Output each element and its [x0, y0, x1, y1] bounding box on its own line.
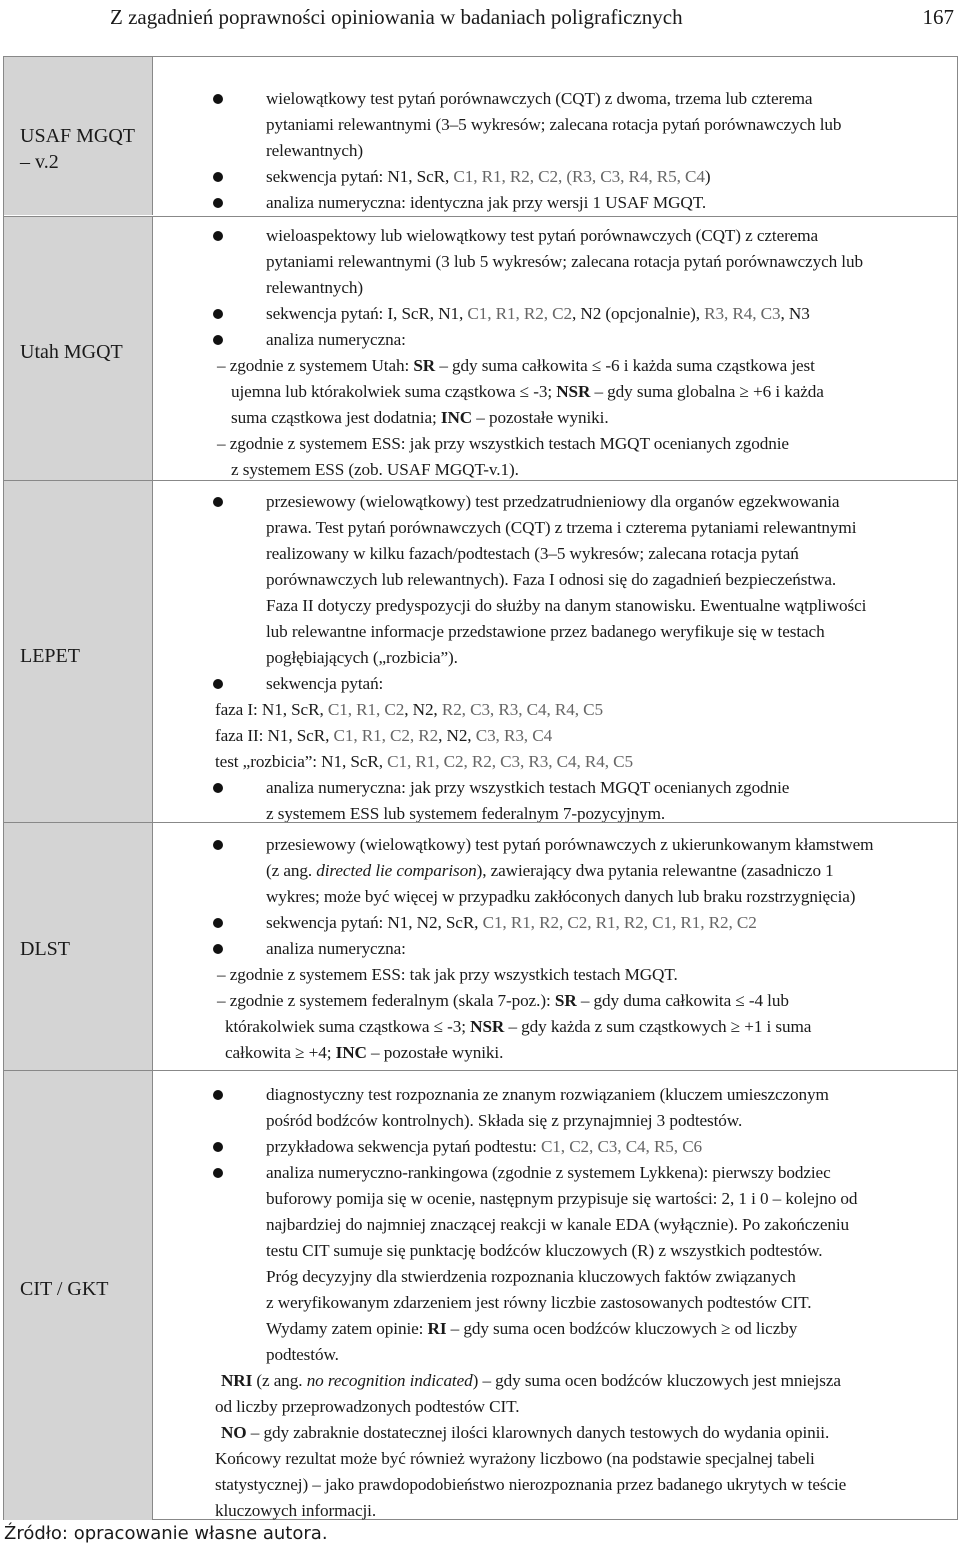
- text-line: Końcowy rezultat może być również wyrażony liczbowo (na podstawie specjalnej tabeli: [215, 1449, 815, 1468]
- text-line: analiza numeryczna:: [266, 330, 406, 349]
- row-description-cell: [153, 57, 957, 215]
- table-row-dlst: [4, 822, 957, 1070]
- text-line: – zgodnie z systemem Utah: SR – gdy suma całkowita ≤ -6 i każda suma cząstkowa jest: [217, 356, 815, 375]
- text-line: – zgodnie z systemem ESS: tak jak przy wszystkich testach MGQT.: [217, 965, 678, 984]
- bullet-icon: [213, 783, 223, 793]
- text-line: wieloaspektowy lub wielowątkowy test pytań porównawczych (CQT) z czterema: [266, 226, 819, 245]
- bullet-icon: [213, 1090, 223, 1100]
- bullet-icon: [213, 1142, 223, 1152]
- text-line: Faza II dotyczy predyspozycji do służby na danym stanowisku. Ewentualne wątpliwości: [266, 596, 867, 615]
- table-row-cit-gkt: [4, 1070, 957, 1520]
- row-label: CIT / GKT: [20, 1278, 109, 1300]
- text-line: najbardziej do najmniej znaczącej reakcji w kanale EDA (wyłącznie). Po zakończeniu: [266, 1215, 850, 1234]
- text-line: z weryfikowanym zdarzeniem jest równy liczbie zastosowanych podtestów CIT.: [266, 1293, 812, 1312]
- text-line: – zgodnie z systemem federalnym (skala 7-poz.): SR – gdy duma całkowita ≤ -4 lub: [217, 991, 789, 1010]
- text-line: Wydamy zatem opinie: RI – gdy suma ocen bodźców kluczowych ≥ od liczby: [266, 1319, 798, 1338]
- text-line: diagnostyczny test rozpoznania ze znanym rozwiązaniem (kluczem umieszczonym: [266, 1085, 829, 1104]
- text-line: lub relewantne informacje przedstawione przez badanego weryfikuje się w testach: [266, 622, 825, 641]
- text-line: suma cząstkowa jest dodatnia; INC – pozostałe wyniki.: [231, 408, 609, 427]
- text-line: pytaniami relewantnymi (3–5 wykresów; zalecana rotacja pytań porównawczych lub: [266, 115, 842, 134]
- text-line: analiza numeryczna: jak przy wszystkich testach MGQT ocenianych zgodnie: [266, 778, 790, 797]
- text-line: wielowątkowy test pytań porównawczych (CQT) z dwoma, trzema lub czterema: [266, 89, 813, 108]
- bullet-icon: [213, 918, 223, 928]
- text-line: ujemna lub którakolwiek suma cząstkowa ≤ -3; NSR – gdy suma globalna ≥ +6 i każda: [231, 382, 824, 401]
- row-description-cell: [153, 823, 957, 1070]
- text-line: Próg decyzyjny dla stwierdzenia rozpoznania kluczowych faktów związanych: [266, 1267, 796, 1286]
- text-line: pośród bodźców kontrolnych). Składa się z przynajmniej 3 podtestów.: [266, 1111, 743, 1130]
- text-line: analiza numeryczno-rankingowa (zgodnie z systemem Lykkena): pierwszy bodziec: [266, 1163, 831, 1182]
- row-description-cell: [153, 217, 957, 480]
- bullet-icon: [213, 1168, 223, 1178]
- text-line: którakolwiek suma cząstkowa ≤ -3; NSR – gdy każda z sum cząstkowych ≥ +1 i suma: [225, 1017, 812, 1036]
- row-label: Utah MGQT: [20, 341, 123, 363]
- row-description-cell: [153, 481, 957, 822]
- text-line: porównawczych lub relewantnych). Faza I odnosi się do zagadnień bezpieczeństwa.: [266, 570, 837, 589]
- row-label-cell: [4, 217, 153, 480]
- text-line: realizowany w kilku fazach/podtestach (3–5 wykresów; zalecana rotacja pytań: [266, 544, 799, 563]
- bullet-icon: [213, 231, 223, 241]
- bullet-icon: [213, 198, 223, 208]
- table-row-utah-mgqt: [4, 216, 957, 480]
- text-line: faza I: N1, ScR, C1, R1, C2, N2, R2, C3, R3, C4, R4, C5: [215, 700, 603, 719]
- row-label: LEPET: [20, 645, 80, 667]
- table-row-usaf-mgqt-v2: [4, 57, 957, 215]
- text-line: NO – gdy zabraknie dostatecznej ilości klarownych danych testowych do wydania opinii.: [221, 1423, 830, 1442]
- page-number: 167: [922, 5, 954, 29]
- row-label-cell: [4, 823, 153, 1070]
- bullet-icon: [213, 497, 223, 507]
- text-line: NRI (z ang. no recognition indicated) – gdy suma ocen bodźców kluczowych jest mniejsza: [221, 1371, 841, 1390]
- bullet-icon: [213, 172, 223, 182]
- text-line: relewantnych): [266, 141, 363, 160]
- text-line: z systemem ESS lub systemem federalnym 7-pozycyjnym.: [266, 804, 666, 823]
- running-header: [110, 2, 960, 32]
- bullet-icon: [213, 335, 223, 345]
- text-line: z systemem ESS (zob. USAF MGQT-v.1).: [231, 460, 519, 479]
- text-line: (z ang. directed lie comparison), zawierający dwa pytania relewantne (zasadniczo 1: [266, 861, 834, 880]
- bullet-icon: [213, 309, 223, 319]
- text-line: sekwencja pytań:: [266, 674, 384, 693]
- row-label: DLST: [20, 938, 70, 960]
- bullet-icon: [213, 840, 223, 850]
- row-label: USAF MGQT – v.2: [20, 125, 136, 173]
- row-label-cell: [4, 1071, 153, 1520]
- text-line: sekwencja pytań: I, ScR, N1, C1, R1, R2, C2, N2 (opcjonalnie), R3, R4, C3, N3: [266, 304, 810, 323]
- bullet-icon: [213, 94, 223, 104]
- text-line: pogłębiających („rozbicia”).: [266, 648, 458, 667]
- text-line: kluczowych informacji.: [215, 1501, 377, 1520]
- text-line: przykładowa sekwencja pytań podtestu: C1, C2, C3, C4, R5, C6: [266, 1137, 703, 1156]
- text-line: analiza numeryczna:: [266, 939, 406, 958]
- text-line: podtestów.: [266, 1345, 339, 1364]
- text-line: sekwencja pytań: N1, N2, ScR, C1, R1, R2, C2, R1, R2, C1, R1, R2, C2: [266, 913, 757, 932]
- text-line: wykres; może być więcej w przypadku zakłóconych danych lub braku rozstrzygnięcia): [266, 887, 856, 906]
- row-label-cell: [4, 481, 153, 822]
- text-line: przesiewowy (wielowątkowy) test pytań porównawczych z ukierunkowanym kłamstwem: [266, 835, 874, 854]
- running-title: Z zagadnień poprawności opiniowania w badaniach poligraficznych: [110, 5, 683, 29]
- text-line: – zgodnie z systemem ESS: jak przy wszystkich testach MGQT ocenianych zgodnie: [217, 434, 789, 453]
- text-line: od liczby przeprowadzonych podtestów CIT.: [215, 1397, 520, 1416]
- bullet-icon: [213, 679, 223, 689]
- text-line: statystycznej) – jako prawdopodobieństwo nierozpoznania przez badanego ukrytych w teście: [215, 1475, 847, 1494]
- table-row-lepet: [4, 480, 957, 822]
- text-line: sekwencja pytań: N1, ScR, C1, R1, R2, C2, (R3, C3, R4, R5, C4): [266, 167, 711, 186]
- test-comparison-table: [3, 56, 958, 1520]
- row-description-cell: [153, 1071, 957, 1520]
- text-line: prawa. Test pytań porównawczych (CQT) z trzema i czterema pytaniami relewantnymi: [266, 518, 857, 537]
- source-note: Źródło: opracowanie własne autora.: [4, 1523, 328, 1544]
- row-label-cell: [4, 57, 153, 215]
- text-line: całkowita ≥ +4; INC – pozostałe wyniki.: [225, 1043, 504, 1062]
- text-line: relewantnych): [266, 278, 363, 297]
- text-line: przesiewowy (wielowątkowy) test przedzatrudnieniowy dla organów egzekwowania: [266, 492, 840, 511]
- bullet-icon: [213, 944, 223, 954]
- text-line: test „rozbicia”: N1, ScR, C1, R1, C2, R2, C3, R3, C4, R4, C5: [215, 752, 633, 771]
- text-line: analiza numeryczna: identyczna jak przy wersji 1 USAF MGQT.: [266, 193, 707, 212]
- text-line: buforowy pomija się w ocenie, następnym przypisuje się wartości: 2, 1 i 0 – kolejno od: [266, 1189, 858, 1208]
- text-line: pytaniami relewantnymi (3 lub 5 wykresów; zalecana rotacja pytań porównawczych lub: [266, 252, 863, 271]
- text-line: faza II: N1, ScR, C1, R1, C2, R2, N2, C3, R3, C4: [215, 726, 553, 745]
- text-line: testu CIT sumuje się punktację bodźców kluczowych (R) z wszystkich podtestów.: [266, 1241, 823, 1260]
